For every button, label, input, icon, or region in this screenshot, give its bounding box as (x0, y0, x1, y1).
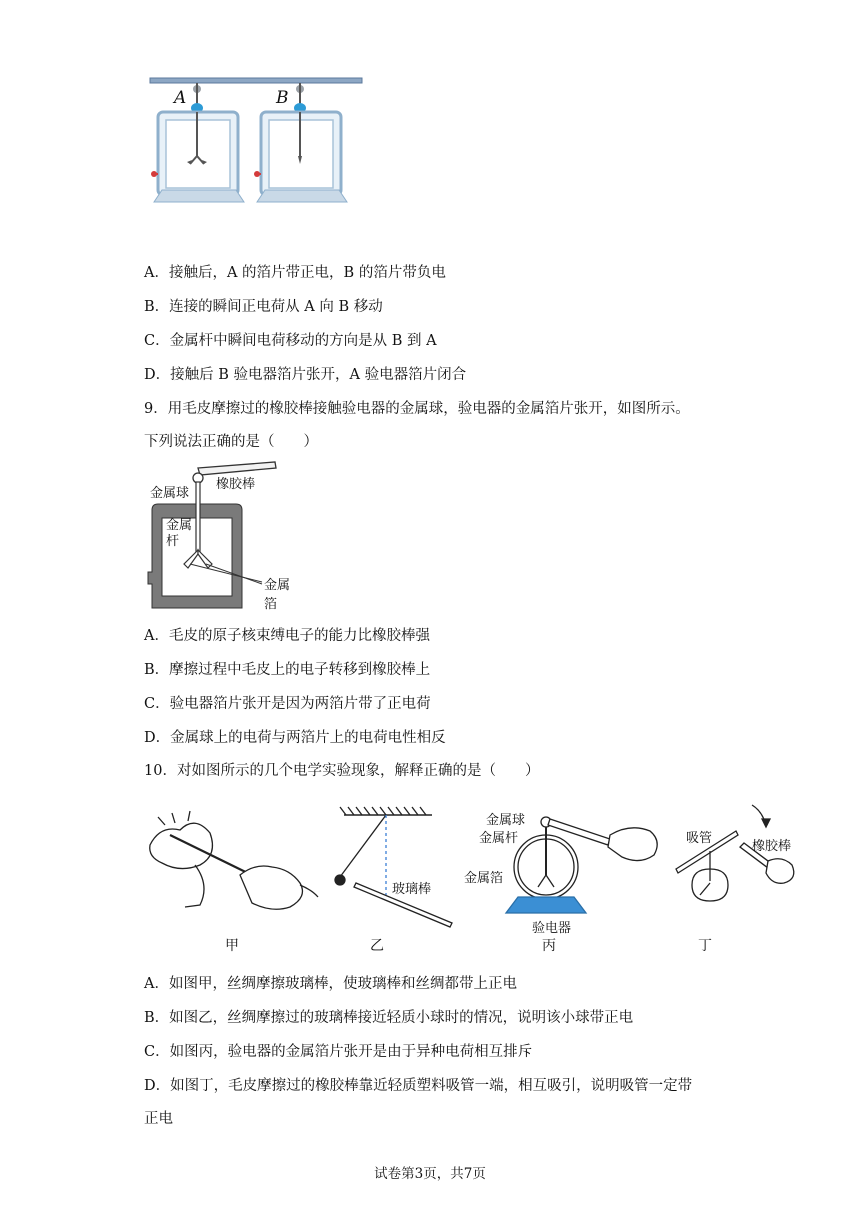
q9-stem-line2: 下列说法正确的是（ ） (144, 434, 318, 450)
q9-label-ball: 金属球 (150, 486, 190, 501)
q9-stem-line1: 9．用毛皮摩擦过的橡胶棒接触验电器的金属球，验电器的金属箔片张开，如图所示。 (144, 401, 690, 417)
q8-option-b: B．连接的瞬间正电荷从 A 向 B 移动 (144, 299, 383, 315)
label-b: B (276, 88, 289, 108)
label-a: A (174, 88, 187, 108)
q10-label-ball: 金属球 (486, 813, 526, 828)
q10-option-b: B．如图乙，丝绸摩擦过的玻璃棒接近轻质小球时的情况，说明该小球带正电 (144, 1010, 634, 1026)
two-electroscopes-figure (140, 70, 380, 215)
q9-option-d: D．金属球上的电荷与两箔片上的电荷电性相反 (144, 730, 446, 746)
q8-option-d: D．接触后 B 验电器箔片张开，A 验电器箔片闭合 (144, 367, 467, 383)
q10-option-c: C．如图丙，验电器的金属箔片张开是由于异种电荷相互排斥 (144, 1044, 533, 1060)
q10-caption-jia: 甲 (225, 938, 239, 954)
q10-caption-ding: 丁 (698, 938, 712, 954)
q10-stem: 10．对如图所示的几个电学实验现象，解释正确的是（ ） (144, 763, 540, 779)
q9-electroscope-figure (140, 460, 300, 615)
q10-caption-yi: 乙 (370, 938, 384, 954)
q10-option-d-line2: 正电 (144, 1111, 173, 1127)
q10-label-glass-rod: 玻璃棒 (392, 882, 432, 897)
q8-option-c: C．金属杆中瞬间电荷移动的方向是从 B 到 A (144, 333, 437, 349)
q9-option-b: B．摩擦过程中毛皮上的电子转移到橡胶棒上 (144, 662, 431, 678)
q8-option-a: A．接触后，A 的箔片带正电，B 的箔片带负电 (144, 265, 446, 281)
q10-label-foil: 金属箔 (464, 871, 504, 886)
q9-option-c: C．验电器箔片张开是因为两箔片带了正电荷 (144, 696, 431, 712)
q10-caption-bing: 丙 (542, 938, 556, 954)
q10-figures (140, 795, 810, 955)
q9-label-pole-1: 金属 (166, 518, 193, 533)
q10-label-pole: 金属杆 (479, 831, 519, 846)
q9-label-pole-2: 杆 (166, 534, 180, 549)
q10-label-electroscope: 验电器 (532, 921, 572, 936)
q9-option-a: A．毛皮的原子核束缚电子的能力比橡胶棒强 (144, 628, 430, 644)
q10-option-a: A．如图甲，丝绸摩擦玻璃棒，使玻璃棒和丝绸都带上正电 (144, 976, 517, 992)
q9-label-foil: 金属箔 (264, 578, 291, 612)
q9-label-rod: 橡胶棒 (216, 477, 256, 492)
q10-option-d-line1: D．如图丁，毛皮摩擦过的橡胶棒靠近轻质塑料吸管一端，相互吸引，说明吸管一定带 (144, 1078, 693, 1094)
q10-label-rubber-rod: 橡胶棒 (752, 839, 792, 854)
page-footer: 试卷第3页，共7页 (374, 1166, 486, 1182)
q10-label-straw: 吸管 (686, 831, 713, 846)
